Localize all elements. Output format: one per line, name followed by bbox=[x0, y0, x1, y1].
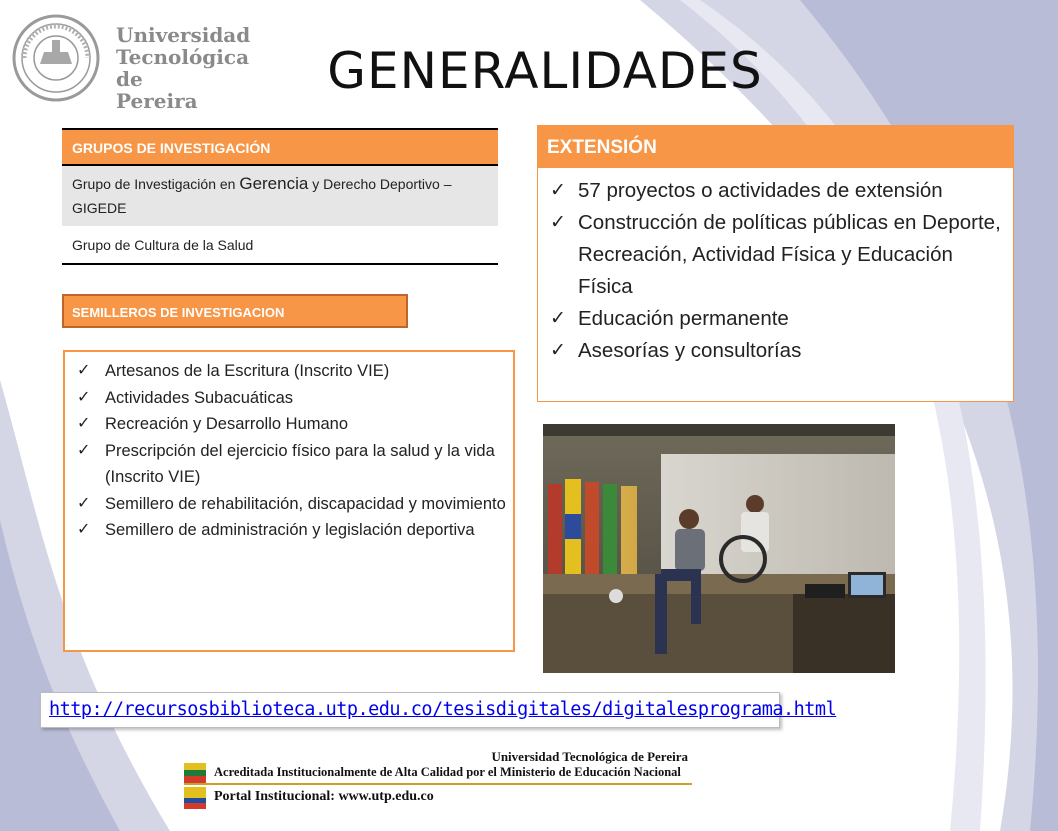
colombia-flag-icon bbox=[184, 787, 206, 809]
check-icon: ✓ bbox=[77, 415, 91, 432]
event-photo bbox=[543, 424, 895, 673]
list-item bbox=[77, 358, 509, 385]
list-item-text: Artesanos de la Escritura (Inscrito VIE) bbox=[105, 362, 390, 380]
list-item-text: Semillero de rehabilitación, discapacidad y movimiento bbox=[105, 494, 506, 513]
research-groups-header: GRUPOS DE INVESTIGACIÓN bbox=[62, 128, 498, 166]
list-item-text: Prescripción del ejercicio físico para la salud y la vida (Inscrito VIE) bbox=[105, 441, 495, 486]
extension-box bbox=[537, 125, 1014, 402]
page-title: GENERALIDADES bbox=[327, 42, 763, 100]
list-item-text: Actividades Subacuáticas bbox=[105, 388, 294, 407]
research-groups-table bbox=[62, 128, 498, 265]
check-icon: ✓ bbox=[77, 494, 91, 512]
list-item-text: Educación permanente bbox=[578, 307, 789, 330]
list-item bbox=[77, 491, 509, 518]
list-item-text: 57 proyectos o actividades de extensión bbox=[578, 179, 943, 202]
list-item-text: Construcción de políticas públicas en Deporte, Recreación, Actividad Física y Educación Física bbox=[578, 211, 1001, 298]
check-icon: ✓ bbox=[550, 340, 566, 361]
check-icon: ✓ bbox=[550, 212, 566, 233]
risaralda-flag-icon bbox=[184, 763, 206, 783]
check-icon: ✓ bbox=[77, 441, 91, 459]
check-icon: ✓ bbox=[550, 180, 566, 201]
link-box bbox=[40, 692, 837, 728]
row-text: Grupo de Investigación en bbox=[72, 176, 240, 192]
research-group-row: Grupo de Cultura de la Salud bbox=[62, 226, 498, 265]
extension-header: EXTENSIÓN bbox=[538, 126, 1013, 168]
check-icon: ✓ bbox=[550, 308, 566, 329]
library-link[interactable]: http://recursosbiblioteca.utp.edu.co/tesisdigitales/digitalesprograma.html bbox=[49, 699, 837, 720]
list-item bbox=[548, 207, 1003, 303]
list-item bbox=[77, 385, 509, 412]
row-text: y Derecho Deportivo – GIGEDE bbox=[72, 176, 452, 216]
list-item-text: Asesorías y consultorías bbox=[578, 339, 802, 362]
list-item bbox=[548, 303, 1003, 335]
list-item bbox=[548, 335, 1003, 367]
footer-accreditation: Acreditada Institucionalmente de Alta Calidad por el Ministerio de Educación Nacional bbox=[214, 765, 681, 779]
semilleros-list-box bbox=[63, 350, 515, 652]
list-item bbox=[77, 517, 509, 544]
semilleros-list bbox=[77, 358, 509, 544]
footer-portal: Portal Institucional: www.utp.edu.co bbox=[214, 789, 434, 804]
list-item bbox=[77, 438, 509, 491]
logo-text-line3: de Pereira bbox=[116, 67, 198, 113]
list-item bbox=[548, 175, 1003, 207]
row-text-emphasis: Gerencia bbox=[239, 174, 309, 193]
logo-text-line1: Universidad bbox=[116, 23, 251, 47]
check-icon: ✓ bbox=[77, 388, 91, 406]
extension-list bbox=[548, 175, 1003, 367]
check-icon: ✓ bbox=[77, 362, 91, 379]
footer-banner bbox=[184, 749, 692, 811]
list-item-text: Semillero de administración y legislación deportiva bbox=[105, 521, 475, 539]
list-item-text: Recreación y Desarrollo Humano bbox=[105, 415, 349, 433]
semilleros-header: SEMILLEROS DE INVESTIGACION bbox=[62, 294, 408, 328]
research-group-row bbox=[62, 166, 498, 226]
list-item bbox=[77, 411, 509, 438]
check-icon: ✓ bbox=[77, 521, 91, 538]
logo-text-line2: Tecnológica bbox=[116, 45, 250, 69]
footer-university: Universidad Tecnológica de Pereira bbox=[491, 749, 688, 764]
footer-divider bbox=[184, 783, 692, 785]
